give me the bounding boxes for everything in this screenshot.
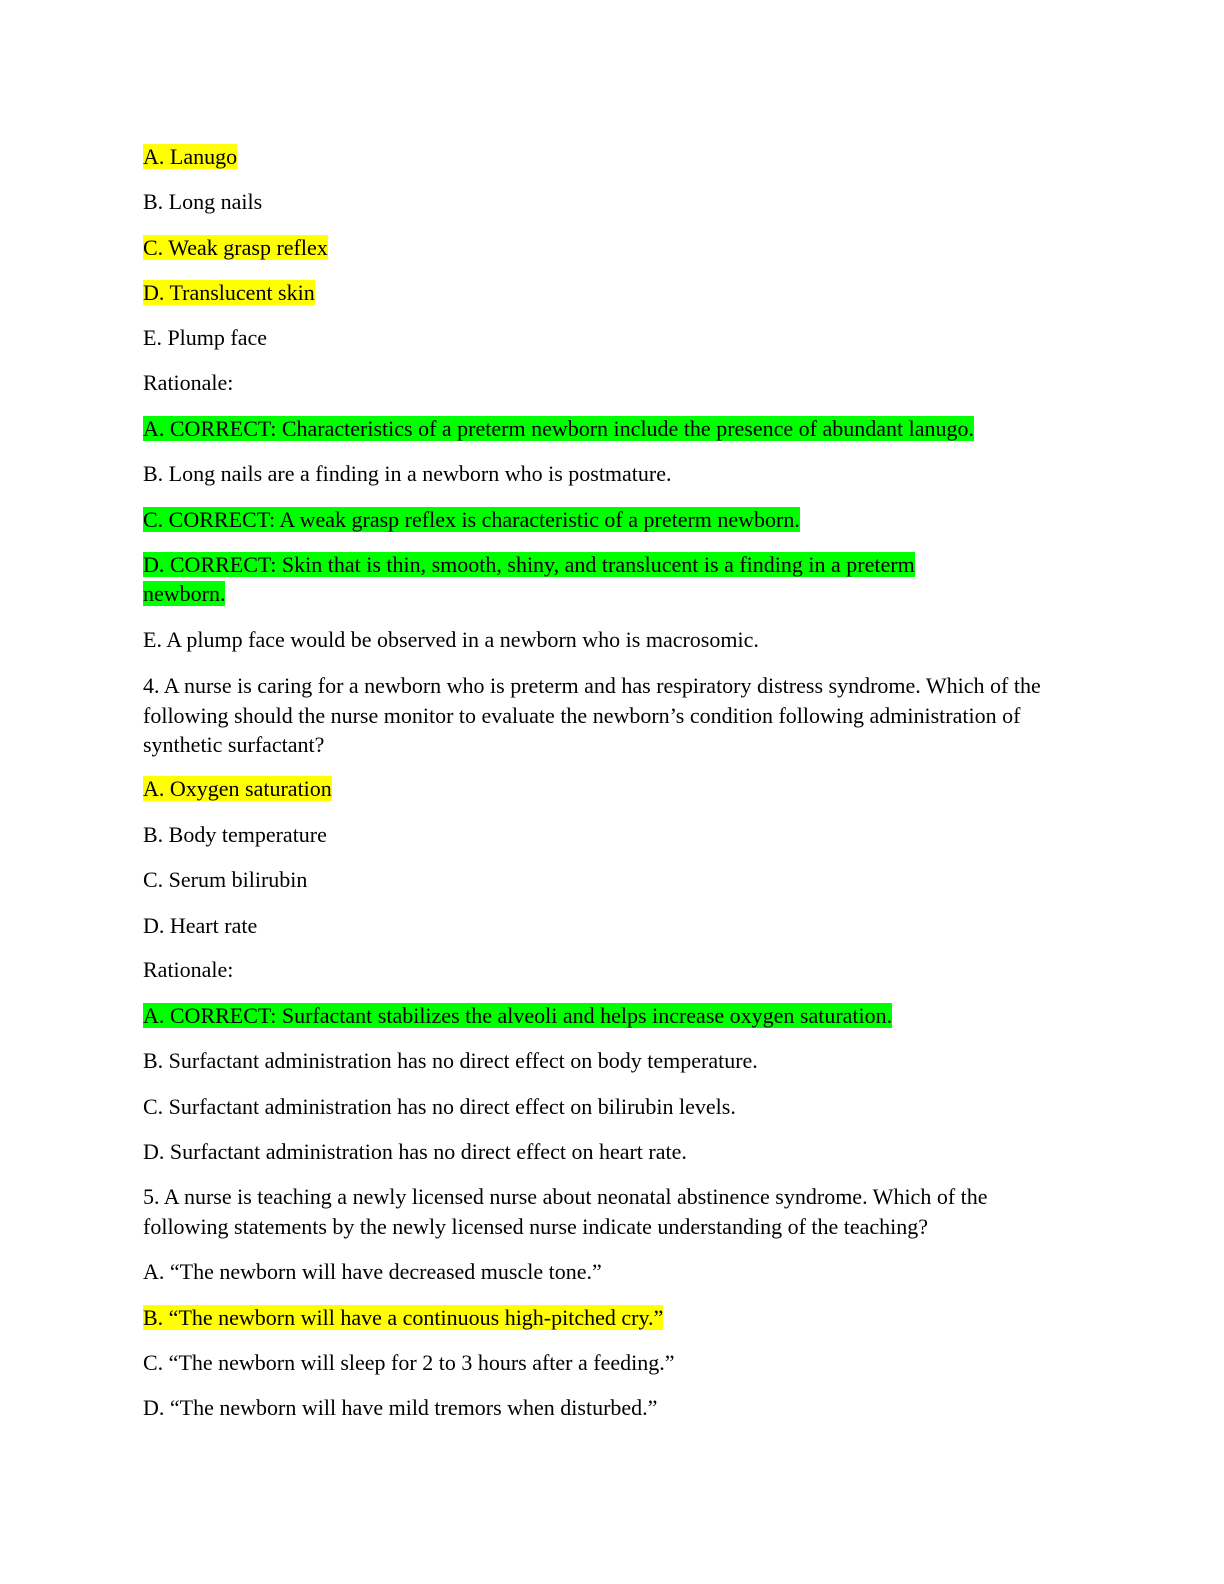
q3-option-e	[143, 323, 267, 353]
q3-option-d	[143, 278, 315, 308]
q4-rationale-b-text: B. Surfactant administration has no direct effect on body temperature.	[143, 1048, 758, 1073]
q3-rationale-label: Rationale:	[143, 370, 234, 395]
q3-rationale-d-text-1: D. CORRECT: Skin that is thin, smooth, shiny, and translucent is a finding in a preterm	[143, 552, 915, 577]
q4-question: 4. A nurse is caring for a newborn who is preterm and has respiratory distress syndrome. Which of the following should the nurse monitor to evaluate the newborn’s condition following administration of synthetic surfactant?	[143, 673, 1041, 757]
q3-rationale-d-line2	[143, 579, 225, 609]
q3-option-e-text: E. Plump face	[143, 325, 268, 350]
q4-option-b-text: B. Body temperature	[143, 822, 327, 847]
q4-option-a-text: A. Oxygen saturation	[143, 776, 332, 801]
q3-option-d-text: D. Translucent skin	[143, 280, 315, 305]
q4-option-d	[143, 911, 257, 941]
q5-option-a	[143, 1257, 602, 1287]
q3-option-b-text: B. Long nails	[143, 189, 263, 214]
q3-rationale-e-text: E. A plump face would be observed in a newborn who is macrosomic.	[143, 627, 759, 652]
q3-rationale-e	[143, 625, 759, 655]
q3-rationale-a	[143, 414, 974, 444]
q3-rationale-c-text: C. CORRECT: A weak grasp reflex is characteristic of a preterm newborn.	[143, 507, 800, 532]
q5-option-d-text: D. “The newborn will have mild tremors when disturbed.”	[143, 1395, 658, 1420]
q5-question: 5. A nurse is teaching a newly licensed nurse about neonatal abstinence syndrome. Which of the following statements by the newly licensed nurse indicate understanding of the teaching?	[143, 1184, 988, 1239]
q3-option-a-text: A. Lanugo	[143, 144, 238, 169]
q5-option-c	[143, 1348, 675, 1378]
q3-option-c-text: C. Weak grasp reflex	[143, 235, 328, 260]
q3-option-a	[143, 142, 237, 172]
q4-option-c-text: C. Serum bilirubin	[143, 867, 308, 892]
q4-option-a	[143, 774, 332, 804]
q3-option-c	[143, 233, 328, 263]
q4-option-b	[143, 820, 327, 850]
q5-option-d	[143, 1393, 657, 1423]
q3-rationale-c	[143, 505, 800, 535]
q4-rationale-c-text: C. Surfactant administration has no direct effect on bilirubin levels.	[143, 1094, 736, 1119]
q3-rationale-b-text: B. Long nails are a finding in a newborn who is postmature.	[143, 461, 672, 486]
q3-rationale-a-text: A. CORRECT: Characteristics of a preterm newborn include the presence of abundant lanugo.	[143, 416, 974, 441]
q3-option-b	[143, 187, 262, 217]
q5-option-a-text: A. “The newborn will have decreased muscle tone.”	[143, 1259, 602, 1284]
q5-option-c-text: C. “The newborn will sleep for 2 to 3 hours after a feeding.”	[143, 1350, 675, 1375]
q4-option-c	[143, 865, 307, 895]
q4-rationale-d	[143, 1137, 687, 1167]
q5-option-b-text: B. “The newborn will have a continuous high-pitched cry.”	[143, 1305, 664, 1330]
q3-rationale-b	[143, 459, 672, 489]
q4-rationale-a	[143, 1001, 892, 1031]
q4-rationale-d-text: D. Surfactant administration has no direct effect on heart rate.	[143, 1139, 687, 1164]
q5-option-b	[143, 1303, 663, 1333]
q3-rationale-d-text-2: newborn.	[143, 581, 226, 606]
q4-rationale-c	[143, 1092, 736, 1122]
q4-option-d-text: D. Heart rate	[143, 913, 258, 938]
q4-rationale-a-text: A. CORRECT: Surfactant stabilizes the alveoli and helps increase oxygen saturation.	[143, 1003, 893, 1028]
q4-rationale-b	[143, 1046, 758, 1076]
q3-rationale-d-line1	[143, 550, 915, 580]
q4-rationale-label: Rationale:	[143, 957, 234, 982]
